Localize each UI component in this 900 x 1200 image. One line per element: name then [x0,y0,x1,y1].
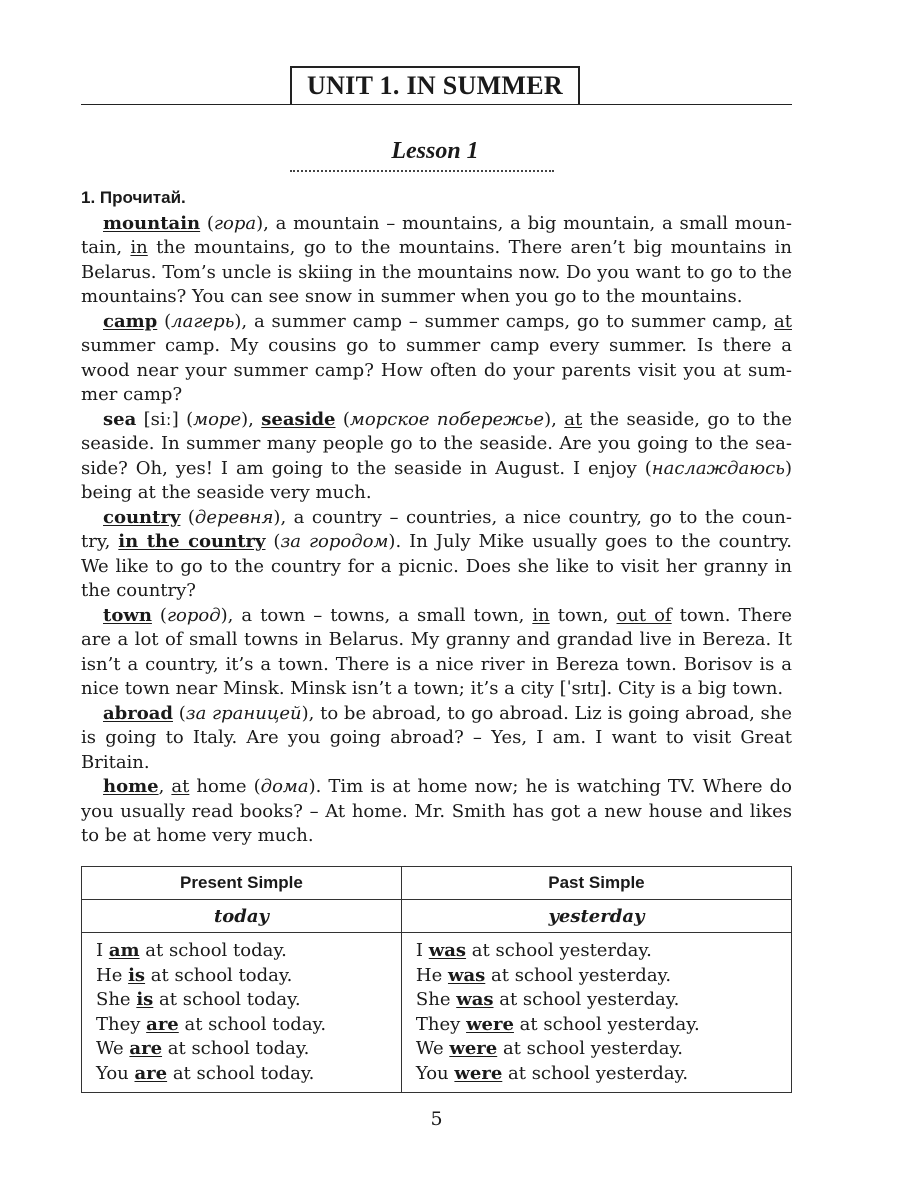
paragraph-camp [81,310,792,408]
example-sentence [96,939,401,964]
example-sentence [416,988,791,1013]
verb-form: are [146,1013,179,1035]
subject: We [415,1038,450,1059]
verb-form: is [136,989,154,1010]
text-segment: ), to be abroad, to go abroad. Liz is going abroad, she is going to Italy. Are you going abroad? – Yes, I am. I want to visit Great Britain. [81,702,793,773]
preposition: at [774,310,792,332]
text-segment: ), a mountain – mountains, a big mountain, a small mountain, [81,212,792,258]
vocab-term: country [103,506,181,528]
preposition: in [130,237,148,258]
sentence-rest: at school today. [162,1038,310,1059]
text-segment: ), [241,408,262,430]
translation: за городом [280,531,389,552]
past-examples [401,933,791,1093]
time-word-today: today [82,900,402,933]
translation: морское побережье [349,408,545,430]
table-examples-row [82,933,792,1093]
table-time-row [82,900,792,933]
sentence-rest: at school today. [167,1062,315,1084]
reading-text [81,186,792,849]
text-segment: ( [180,506,195,528]
verb-form: is [128,964,146,986]
preposition: at [171,776,190,797]
translation: за границей [185,702,302,724]
subject: They [415,1013,467,1035]
sentence-rest: at school yesterday. [493,989,680,1010]
text-segment: town, [549,604,617,626]
subject: You [96,1062,135,1084]
time-word-yesterday: yesterday [401,900,791,933]
vocab-term: town [103,604,152,626]
verb-form: was [428,940,467,961]
vocab-term: home [103,776,159,797]
paragraph-country [81,506,792,604]
paragraph-abroad [81,702,792,776]
vocab-term: mountain [103,212,201,234]
translation: лагерь [171,310,235,332]
vocab-term: abroad [103,702,173,724]
sentence-rest: at school today. [153,989,301,1010]
paragraph-home [81,775,792,849]
subject: He [415,964,448,986]
text-segment: ( [335,408,350,430]
text-segment: town. There are a lot of small towns in Belarus. My granny and grandad live in Bereza. It isn’t a country, it’s a town. There is a nice river in Bereza town. Borisov is a nice town near Minsk. Minsk isn’t a town; it’s a city [ˈsɪtɪ]. City is a big town. [81,604,792,699]
verb-form: were [454,1062,503,1084]
text-segment: ), a summer camp – summer camps, go to summer camp, [234,310,775,332]
subject: He [96,964,129,986]
example-sentence [96,1062,401,1087]
text-segment: ( [157,310,172,332]
verb-form: were [449,1038,498,1059]
lesson-title: Lesson 1 [391,138,479,164]
paragraph-town [81,604,792,702]
header-rule [81,104,792,105]
example-sentence [416,964,791,989]
translation: море [193,408,242,430]
text-segment: ( [173,702,186,724]
translation: гора [213,212,257,234]
example-sentence [416,1013,791,1038]
paragraph-mountain [81,212,792,310]
example-sentence [96,988,401,1013]
example-sentence [96,964,401,989]
grammar-table [81,866,792,1093]
subject: She [415,989,457,1010]
vocab-term: sea [103,408,137,430]
present-examples [82,933,402,1093]
translation: город [166,604,221,626]
text-segment: ). In July Mike usually goes to the country. We like to go to the country for a picnic. Does she like to visit her granny in the country? [81,531,793,601]
verb-form: are [134,1062,168,1084]
sentence-rest: at school yesterday. [497,1038,683,1059]
page-number: 5 [430,1108,443,1130]
verb-form: am [108,940,140,961]
subject: I [415,940,429,961]
table-header-row [82,867,792,900]
translation: дома [260,776,309,797]
vocab-term: in the country [118,531,266,552]
text-segment: ), a country – countries, a nice country, go to the country, [81,506,792,552]
subject: You [415,1062,455,1084]
verb-form: are [129,1038,163,1059]
text-segment: the seaside, go to the seaside. In summer many people go to the seaside. Are you going to the seaside? Oh, yes! I am going to the seaside in August. I enjoy ( [81,408,793,479]
vocab-term: seaside [261,408,336,430]
translation: деревня [194,506,274,528]
header-present-simple: Present Simple [82,867,402,900]
subject: They [96,1013,147,1035]
text-segment: home ( [189,776,261,797]
preposition: at [564,408,583,430]
subject: We [96,1038,130,1059]
header-past-simple: Past Simple [401,867,791,900]
example-sentence [416,939,791,964]
translation: наслаждаюсь [651,457,785,479]
sentence-rest: at school yesterday. [466,940,652,961]
text-segment: ), [544,408,565,430]
sentence-rest: at school today. [178,1013,327,1035]
sentence-rest: at school today. [145,964,293,986]
vocab-term: camp [103,310,158,332]
lesson-dotted-rule [290,170,554,172]
subject: She [96,989,137,1010]
text-segment: [siː] ( [136,408,194,430]
text-segment: ( [151,604,167,626]
sentence-rest: at school yesterday. [513,1013,700,1035]
text-segment: ) being at the seaside very much. [81,457,792,503]
text-segment: ), a town – towns, a small town, [220,604,533,626]
example-sentence [416,1037,791,1062]
text-segment: ( [200,212,214,234]
preposition: out of [616,604,672,626]
preposition: in [532,604,550,626]
subject: I [96,940,109,961]
text-segment: ). Tim is at home now; he is watching TV. Where do you usually read books? – At home. Mr. Smith has got a new house and likes to be at home very much. [81,776,792,846]
example-sentence [96,1037,401,1062]
task-label: 1. Прочитай. [81,188,186,207]
sentence-rest: at school yesterday. [502,1062,689,1084]
verb-form: was [456,989,494,1010]
vocabulary-paragraphs [81,212,792,849]
verb-form: were [466,1013,514,1035]
sentence-rest: at school yesterday. [485,964,672,986]
paragraph-sea [81,408,792,506]
text-segment: the mountains, go to the mountains. There aren’t big mountains in Belarus. Tom’s uncle is skiing in the mountains now. Do you want to go to the mountains? You can see snow in summer when you go to the mountains. [81,237,792,307]
verb-form: was [447,964,486,986]
unit-title-box [290,66,580,104]
example-sentence [96,1013,401,1038]
sentence-rest: at school today. [139,940,287,961]
example-sentence [416,1062,791,1087]
text-segment: summer camp. My cousins go to summer camp every summer. Is there a wood near your summer camp? How often do your parents visit you at summer camp? [81,335,792,405]
text-segment: , [158,776,172,797]
unit-title: UNIT 1. IN SUMMER [307,71,563,100]
text-segment: ( [265,531,281,552]
